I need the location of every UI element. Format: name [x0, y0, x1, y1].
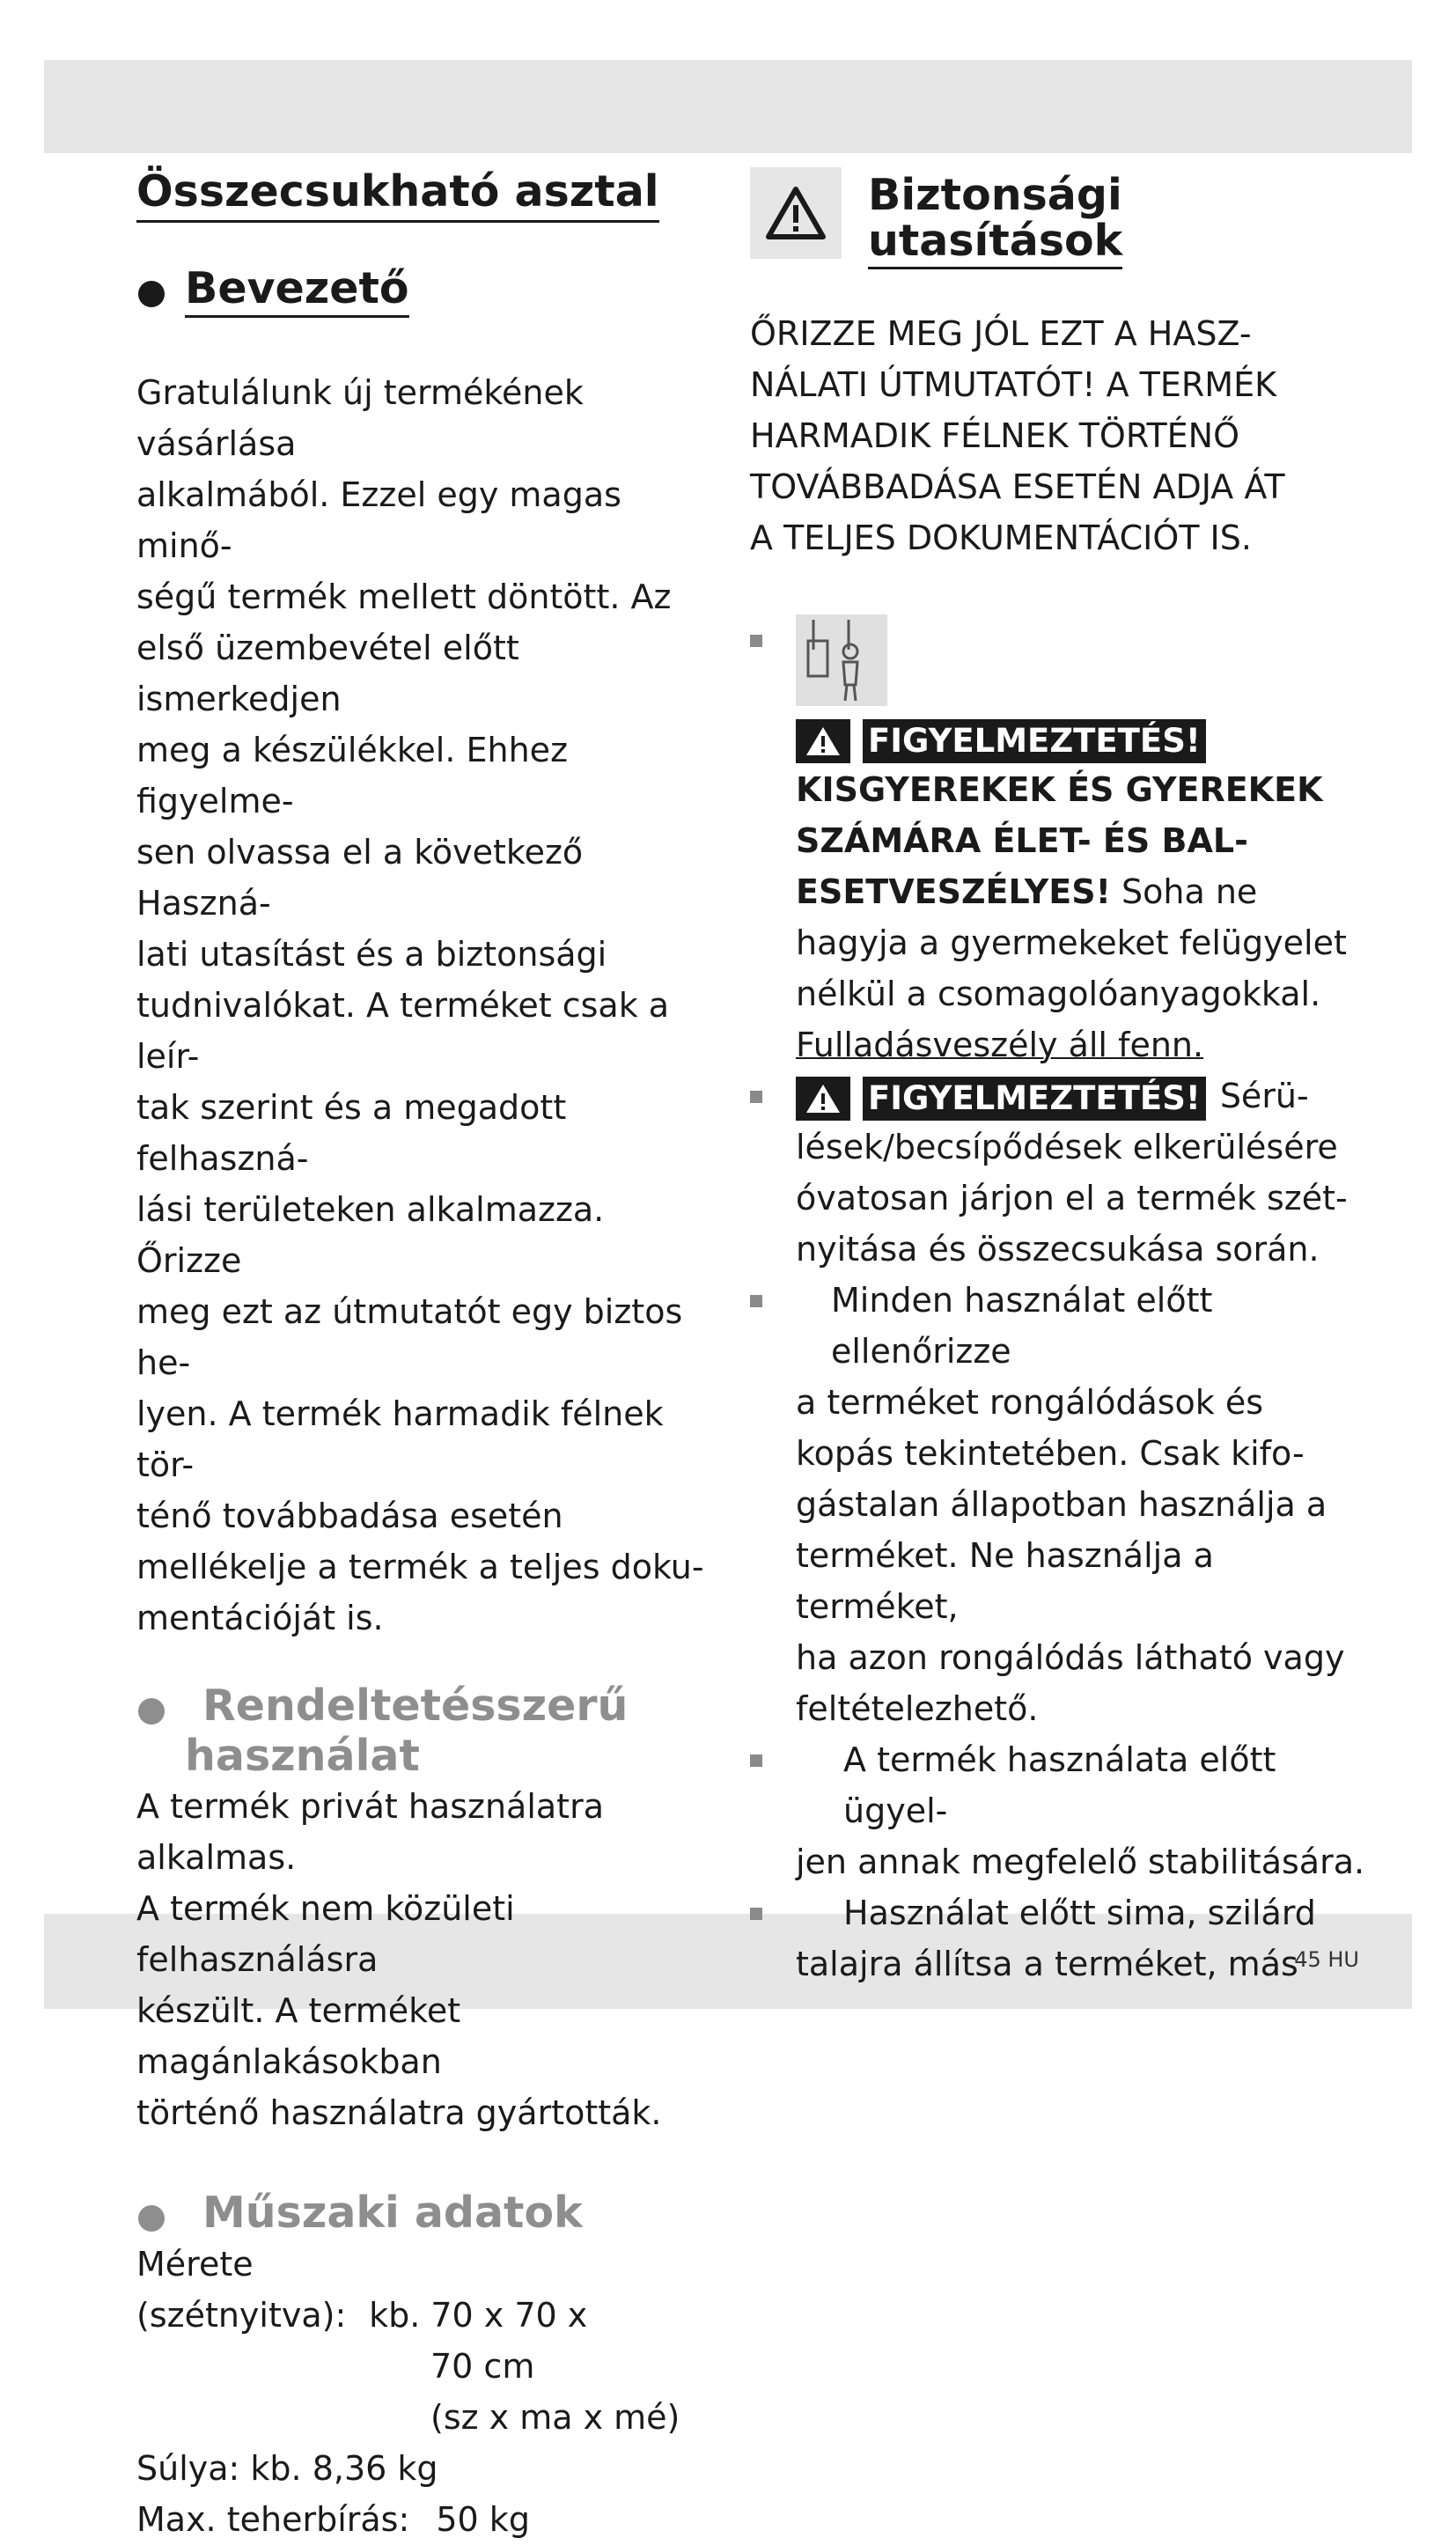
spec-open-label: (szétnyitva): — [136, 2295, 347, 2335]
page-number: 45 HU — [1294, 1947, 1359, 1972]
safety-title — [868, 170, 1123, 269]
warning-bold-line: KISGYEREKEK ÉS GYEREKEK — [796, 770, 1323, 809]
header-band — [44, 60, 1412, 153]
warning-text-line: nyitása és összecsukása során. — [796, 1230, 1320, 1269]
text-line: készült. A terméket magánlakásokban — [136, 1991, 461, 2082]
bullet-square-icon — [750, 1295, 762, 1307]
text-line: ténő továbbadása esetén — [136, 1496, 563, 1535]
text-line: meg a készülékkel. Ehhez figyelme- — [136, 730, 569, 820]
safety-item-stability — [750, 1734, 1384, 1887]
safety-item-inspection — [750, 1275, 1384, 1734]
safety-header — [750, 167, 1384, 269]
caps-line: ŐRIZZE MEG JÓL EZT A HASZ- — [750, 314, 1252, 353]
intro-heading — [136, 263, 717, 313]
text-line: alkalmából. Ezzel egy magas minő- — [136, 474, 621, 565]
text-line: történő használatra gyártották. — [136, 2093, 662, 2133]
safety-item-pinching — [750, 1070, 1384, 1275]
intro-heading-text: Bevezető — [185, 263, 409, 318]
warning-bold-line: SZÁMÁRA ÉLET- ÉS BAL- — [796, 821, 1248, 860]
warning-badge — [796, 719, 1206, 763]
warning-text-line: nélkül a csomagolóanyagokkal. — [796, 975, 1321, 1013]
text-line: Gratulálunk új termékének vásárlása — [136, 372, 584, 463]
warning-line — [796, 713, 1384, 764]
intended-use-heading — [136, 1681, 717, 1782]
safety-title-line: Biztonsági — [868, 170, 1122, 220]
safety-item-surface — [750, 1887, 1384, 1990]
text-line: ha azon rongálódás látható vagy — [796, 1638, 1345, 1677]
text-line: meg ezt az útmutatót egy biztos he- — [136, 1291, 683, 1382]
spec-weight: Súlya: kb. 8,36 kg — [136, 2448, 438, 2488]
bullet-square-icon — [750, 635, 762, 647]
text-line: a terméket rongálódások és — [796, 1383, 1264, 1422]
spec-open-row — [136, 2290, 717, 2341]
warning-bold-line: ESETVESZÉLYES! — [796, 872, 1111, 911]
bullet-square-icon — [750, 1908, 762, 1920]
heading-line: használat — [185, 1731, 420, 1781]
warning-label: FIGYELMEZTETÉS! — [863, 719, 1206, 763]
bullet-dot-icon — [138, 2205, 165, 2232]
spec-load-value: 50 kg — [436, 2499, 530, 2539]
warning-text-line: óvatosan járjon el a termék szét- — [796, 1179, 1348, 1217]
warning-text-line: hagyja a gyermekeket felügyelet — [796, 923, 1347, 962]
warning-triangle-icon — [796, 719, 850, 763]
tech-heading-text: Műszaki adatok — [202, 2188, 583, 2239]
text-line: Minden használat előtt ellenőrizze — [831, 1281, 1213, 1371]
intro-text — [136, 367, 717, 1644]
text-line: ségű termék mellett döntött. Az — [136, 577, 672, 616]
spec-load-label: Max. teherbírás: — [136, 2499, 410, 2539]
bullet-square-icon — [750, 1091, 762, 1103]
warning-text: Sérü- — [1219, 1077, 1309, 1115]
warning-label: FIGYELMEZTETÉS! — [863, 1077, 1206, 1121]
warning-triangle-icon — [796, 1077, 850, 1121]
warning-text-line: Fulladásveszély áll fenn. — [796, 1026, 1204, 1064]
bullet-dot-icon — [138, 1698, 165, 1725]
product-title: Összecsukható asztal — [136, 167, 659, 223]
safety-item-children — [750, 614, 1384, 1070]
text-line: sen olvassa el a következő Haszná- — [136, 832, 584, 923]
spec-open-value: kb. 70 x 70 x — [369, 2295, 588, 2335]
warning-triangle-icon — [750, 167, 842, 259]
text-line: feltételezhető. — [796, 1689, 1039, 1728]
text-line: lyen. A termék harmadik félnek tör- — [136, 1394, 664, 1484]
spec-open-value-2: 70 cm — [430, 2346, 535, 2386]
text-line: mentációját is. — [136, 1598, 384, 1637]
child-warning-icon — [796, 614, 887, 706]
caps-line: TOVÁBBADÁSA ESETÉN ADJA ÁT — [750, 467, 1285, 506]
text-line: talajra állítsa a terméket, más — [796, 1945, 1298, 1983]
text-line: A termék nem közületi felhasználásra — [136, 1889, 515, 1980]
warning-badge — [796, 1077, 1206, 1121]
warning-text: Soha ne — [1121, 872, 1258, 911]
tech-heading — [136, 2188, 717, 2238]
right-column — [750, 167, 1384, 1990]
text-line: terméket. Ne használja a terméket, — [796, 1536, 1214, 1626]
text-line: A termék privát használatra alkalmas. — [136, 1787, 604, 1878]
text-line: tak szerint és a megadott felhaszná- — [136, 1087, 567, 1178]
safety-title-line: utasítások — [868, 218, 1122, 269]
text-line: lati utasítást és a biztonsági — [136, 934, 607, 974]
spec-open-value-3: (sz x ma x mé) — [430, 2397, 680, 2437]
text-line: gástalan állapotban használja a — [796, 1485, 1327, 1524]
text-line: lási területeken alkalmazza. Őrizze — [136, 1189, 605, 1280]
left-column — [136, 167, 717, 2545]
text-line: tudnivalókat. A terméket csak a leír- — [136, 985, 670, 1076]
text-line: mellékelje a termék a teljes doku- — [136, 1547, 704, 1586]
caps-line: HARMADIK FÉLNEK TÖRTÉNŐ — [750, 416, 1240, 455]
spec-load-row — [136, 2494, 717, 2545]
text-line: első üzembevétel előtt ismerkedjen — [136, 628, 519, 718]
bullet-square-icon — [750, 1754, 762, 1767]
tech-specs — [136, 2239, 717, 2545]
caps-notice — [750, 308, 1384, 563]
spec-size-label: Mérete — [136, 2244, 254, 2284]
caps-line: A TELJES DOKUMENTÁCIÓT IS. — [750, 519, 1252, 557]
warning-text-line: lések/becsípődések elkerülésére — [796, 1128, 1338, 1166]
text-line: jen annak megfelelő stabilitására. — [796, 1843, 1365, 1881]
text-line: kopás tekintetében. Csak kifo- — [796, 1434, 1305, 1473]
text-line: Használat előtt sima, szilárd — [843, 1894, 1316, 1932]
intended-use-text — [136, 1781, 717, 2138]
heading-line: Rendeltetésszerű — [202, 1680, 629, 1731]
bullet-dot-icon — [138, 281, 165, 307]
text-line: A termék használata előtt ügyel- — [843, 1740, 1276, 1830]
caps-line: NÁLATI ÚTMUTATÓT! A TERMÉK — [750, 365, 1276, 404]
